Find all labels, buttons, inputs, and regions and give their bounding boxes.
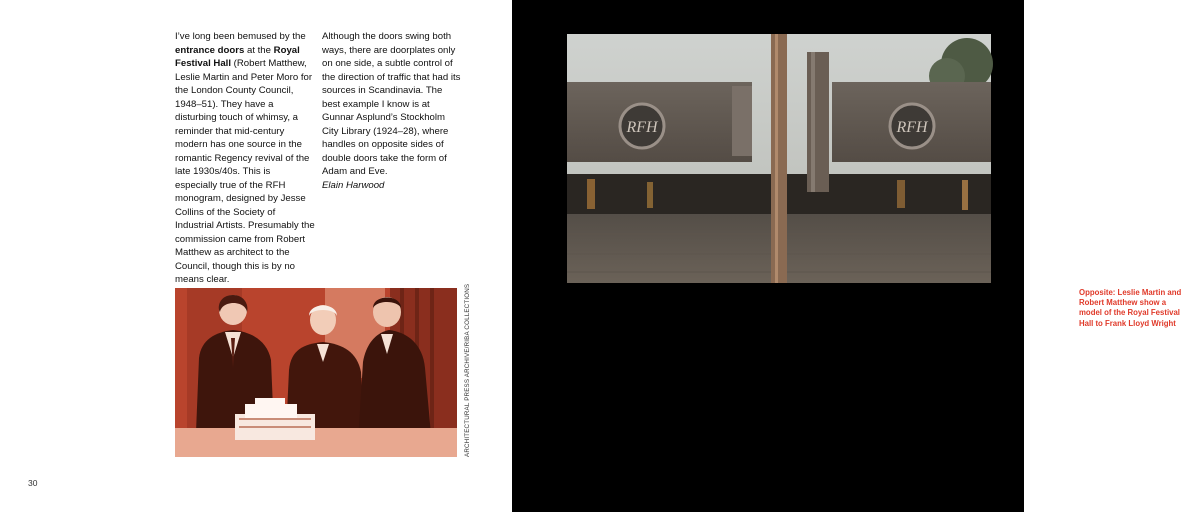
text-span: at the [244,44,274,56]
paragraph-doors [175,30,315,287]
bold-term-royal-festival-hall: Royal Festival Hall [175,44,300,69]
monogram-left-text: RFH [626,119,658,136]
archive-photo-illustration [175,288,457,457]
photo-rfh-entrance-doors [567,34,991,283]
bold-term-entrance-doors: entrance doors [175,44,245,56]
archive-photo-model-viewing [175,288,457,457]
photo-credit [462,283,472,457]
author-name [322,179,462,193]
paragraph-doorplates: Although the doors swing both ways, there are doorplates only on one side, a subtle control of the direction of traffic that had its sources in Scandinavia. The best example I know is at Gunnar Asplund’s Stockholm City Library (1924–28), where handles on opposite sides of double doors take the form of Adam and Eve. [322,31,461,177]
photo-credit-text: ARCHITECTURAL PRESS ARCHIVE/RIBA COLLECTIONS [464,283,471,457]
text-span: I’ve long been bemused by the [175,31,306,42]
text-span: (Robert Matthew, Leslie Martin and Peter Moro for the London County Council, 1948–51). They have a disturbing touch of whimsy, a reminder that mid-century modern has one source in the romantic Regency revival of the late 1930s/40s. This is especially true of the RFH monogram, designed by Jesse Collins of the Society of Industrial Artists. Presumably the commission came from Robert Matthew as architect to the Council, though this is by no means clear. [175,58,315,285]
author-italic: Elain Harwood [322,179,385,191]
photo-caption: Opposite: Leslie Martin and Robert Matthew show a model of the Royal Festival Hall to Frank Lloyd Wright [1079,288,1182,328]
text-column-2 [322,30,462,192]
left-page [0,0,512,512]
page-number: 30 [28,478,38,488]
text-column-1 [175,30,315,287]
door-photo-illustration [567,34,991,283]
monogram-right-text: RFH [896,119,928,136]
